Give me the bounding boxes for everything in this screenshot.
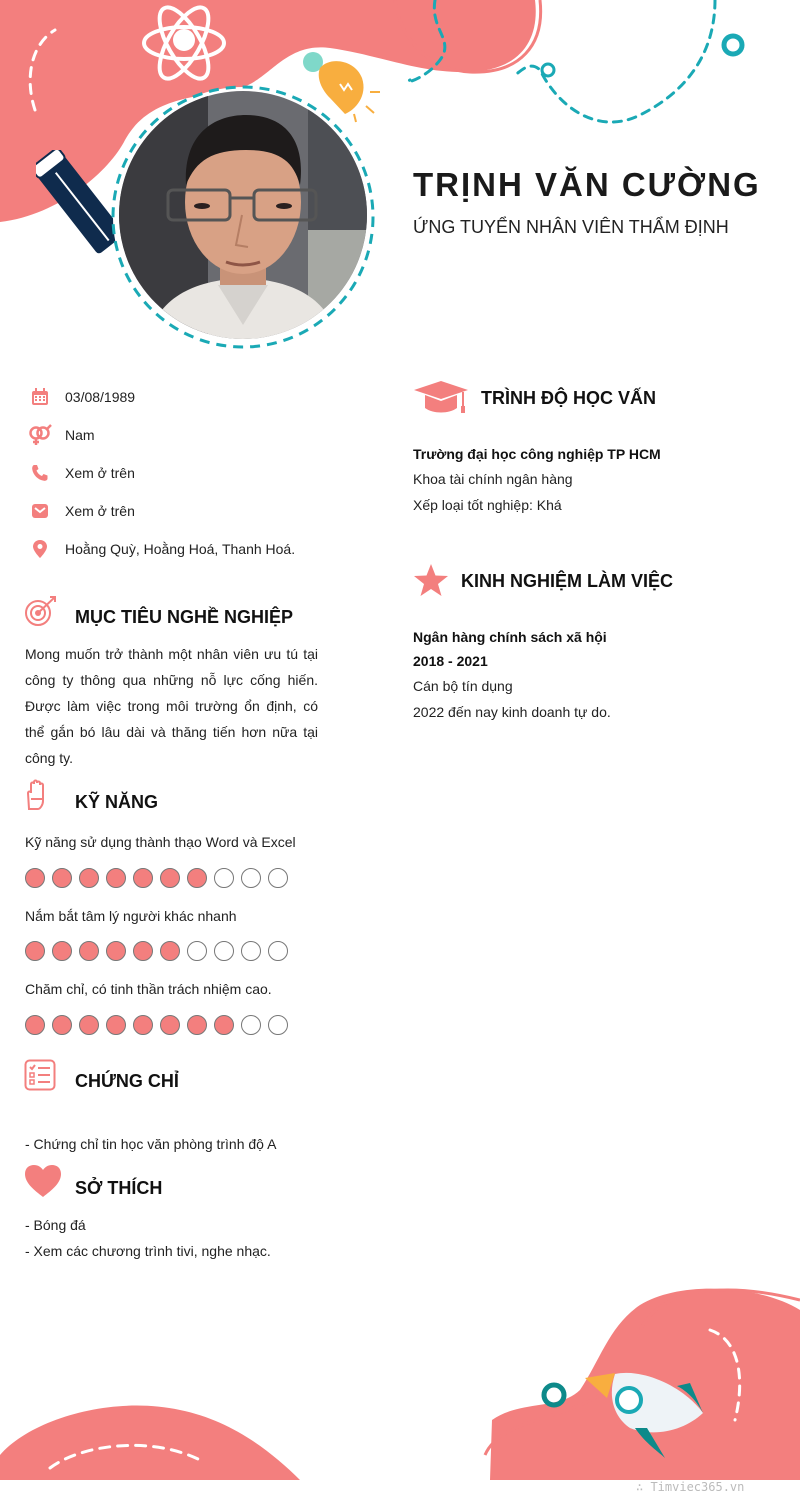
rating-dot-filled [79,868,99,888]
avatar [118,90,368,340]
skill-rating [25,941,288,961]
rating-dot-empty [268,868,288,888]
info-birthday [28,385,135,409]
education-school: Trường đại học công nghiệp TP HCM [413,446,661,462]
rating-dot-filled [25,941,45,961]
objective-title: MỤC TIÊU NGHỀ NGHIỆP [75,607,294,627]
skills-title: KỸ NĂNG [75,792,159,812]
rating-dot-empty [268,941,288,961]
experience-note: 2022 đến nay kinh doanh tự do. [413,704,611,720]
rating-dot-filled [133,941,153,961]
rating-dot-filled [106,941,126,961]
rating-dot-filled [160,1015,180,1035]
checklist-icon [24,1059,56,1091]
certificates-title: CHỨNG CHỈ [75,1071,179,1091]
rating-dot-empty [214,941,234,961]
graduation-cap-icon [413,380,469,416]
skill-name: Kỹ năng sử dụng thành thạo Word và Excel [25,834,296,850]
email-text: Xem ở trên [65,503,135,519]
rating-dot-filled [160,941,180,961]
hobbies-title: SỞ THÍCH [75,1178,163,1198]
skill-rating [25,868,288,888]
experience-role: Cán bộ tín dụng [413,678,513,694]
education-grade: Xếp loại tốt nghiệp: Khá [413,497,562,513]
rating-dot-filled [187,868,207,888]
rating-dot-filled [160,868,180,888]
rating-dot-filled [25,1015,45,1035]
hand-icon [24,779,48,811]
rating-dot-empty [268,1015,288,1035]
candidate-name: TRỊNH VĂN CƯỜNG [413,166,761,203]
info-gender [28,423,95,447]
gender-text: Nam [65,427,95,443]
heart-icon [24,1164,62,1198]
rating-dot-empty [241,868,261,888]
rocket-icon [585,1368,715,1463]
rating-dot-filled [133,868,153,888]
rating-dot-filled [25,868,45,888]
rating-dot-filled [79,1015,99,1035]
rating-dot-filled [52,1015,72,1035]
email-icon [28,499,52,523]
info-phone [28,461,135,485]
experience-period: 2018 - 2021 [413,653,488,669]
rating-dot-filled [52,868,72,888]
rating-dot-empty [187,941,207,961]
star-icon [413,563,449,597]
address-text: Hoằng Quỳ, Hoằng Hoá, Thanh Hoá. [65,541,296,557]
skill-name: Chăm chỉ, có tinh thần trách nhiệm cao. [25,981,272,997]
phone-text: Xem ở trên [65,465,135,481]
experience-company: Ngân hàng chính sách xã hội [413,629,607,645]
atom-icon [140,2,228,84]
info-email [28,499,135,523]
certificate-item: - Chứng chỉ tin học văn phòng trình độ A [25,1136,277,1152]
rating-dot-filled [79,941,99,961]
rating-dot-filled [187,1015,207,1035]
location-pin-icon [28,537,52,561]
calendar-icon [28,385,52,409]
rating-dot-filled [106,868,126,888]
watermark: ∴ Timviec365.vn [636,1480,745,1494]
rating-dot-filled [106,1015,126,1035]
birthday-text: 03/08/1989 [65,389,136,405]
rating-dot-empty [241,1015,261,1035]
hobby-item: - Bóng đá [25,1217,86,1233]
hobby-item: - Xem các chương trình tivi, nghe nhạc. [25,1243,271,1259]
rating-dot-filled [52,941,72,961]
skill-name: Nắm bắt tâm lý người khác nhanh [25,908,237,924]
rating-dot-empty [214,868,234,888]
education-title: TRÌNH ĐỘ HỌC VẤN [481,388,656,408]
education-major: Khoa tài chính ngân hàng [413,471,573,487]
rating-dot-filled [214,1015,234,1035]
experience-title: KINH NGHIỆM LÀM VIỆC [461,571,674,591]
gender-icon [28,423,52,447]
applied-position: ỨNG TUYỂN NHÂN VIÊN THẨM ĐỊNH [413,217,729,237]
rating-dot-filled [133,1015,153,1035]
info-address [28,537,295,561]
objective-text: Mong muốn trở thành một nhân viên ưu tú tại công ty thông qua những nỗ lực cống hiến. Được làm việc trong môi trường ổn định, có thể gắn bó lâu dài và thăng tiến hơn nữa tại công ty. [25,646,318,766]
rating-dot-empty [241,941,261,961]
target-icon [24,594,58,628]
skill-rating [25,1015,288,1035]
phone-icon [28,461,52,485]
